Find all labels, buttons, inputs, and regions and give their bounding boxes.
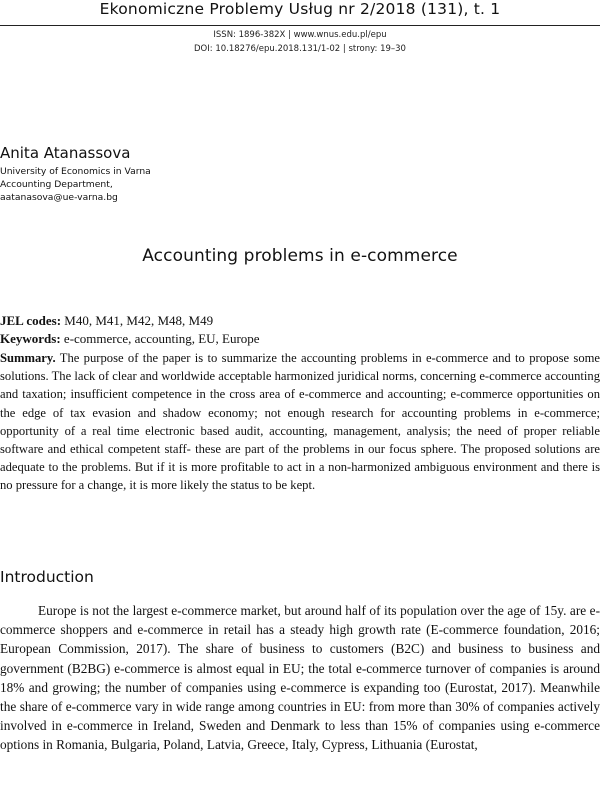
keywords xyxy=(0,331,600,347)
author-email: aatanasova@ue-varna.bg xyxy=(0,192,118,203)
introduction-paragraph: Europe is not the largest e-commerce market, but around half of its population over the age of 15y. are e-commerce shoppers and e-commerce in retail has a steady high growth rate (E-commerce foundation, 2016; European Commission, 2017). The share of business to customers (B2C) and business to business and government (B2BG) e-commerce is almost equal in EU; the total e-commerce turnover of companies is around 18% and growing; the number of companies using e-commerce is expanding too (Eurostat, 2017). Meanwhile the share of e-commerce vary in wide range among countries in EU: from more than 30% of companies actively involved in e-commerce in Ireland, Sweden and Denmark to less than 15% of companies using e-commerce options in Romania, Bulgaria, Poland, Latvia, Greece, Italy, Cypress, Lithuania (Eurostat, xyxy=(0,603,600,753)
jel-value: M40, M41, M42, M48, M49 xyxy=(61,313,214,328)
author-affiliation-department: Accounting Department, xyxy=(0,179,113,190)
doi-line: DOI: 10.18276/epu.2018.131/1-02 | strony: 19–30 xyxy=(194,44,406,54)
summary-text: The purpose of the paper is to summarize the accounting problems in e-commerce and to propose some solutions. The lack of clear and worldwide acceptable harmonized juridical norms, concerning e-commerce accounting and taxation; insufficient competence in the cross area of e-commerce and accounting; e-commerce opportunities on the edge of tax evasion and shadow economy; not enough research for accounting problems in e-commerce; opportunity of a real time electronic based audit, accounting, management, analysis; the need of proper reliable software and ethical competent staff- these are part of the problems in our focus sphere. The proposed solutions are adequate to the problems. But if it is more profitable to act in a non-harmonized ambiguous environment and there is no pressure for a change, it is more likely the status to be kept. xyxy=(0,351,600,493)
author-name: Anita Atanassova xyxy=(0,144,131,162)
jel-label: JEL codes: xyxy=(0,313,62,328)
author-affiliation-university: University of Economics in Varna xyxy=(0,166,151,177)
keywords-label: Keywords: xyxy=(0,331,61,346)
paper-title: Accounting problems in e-commerce xyxy=(142,246,458,266)
section-heading-introduction: Introduction xyxy=(0,568,94,586)
jel-codes xyxy=(0,313,600,329)
issn-line: ISSN: 1896-382X | www.wnus.edu.pl/epu xyxy=(213,30,387,40)
summary-paragraph xyxy=(0,349,600,495)
journal-header: Ekonomiczne Problemy Usług nr 2/2018 (131), t. 1 xyxy=(99,0,501,18)
keywords-value: e-commerce, accounting, EU, Europe xyxy=(60,331,260,346)
summary-label: Summary. xyxy=(0,351,56,365)
header-rule xyxy=(0,25,600,26)
